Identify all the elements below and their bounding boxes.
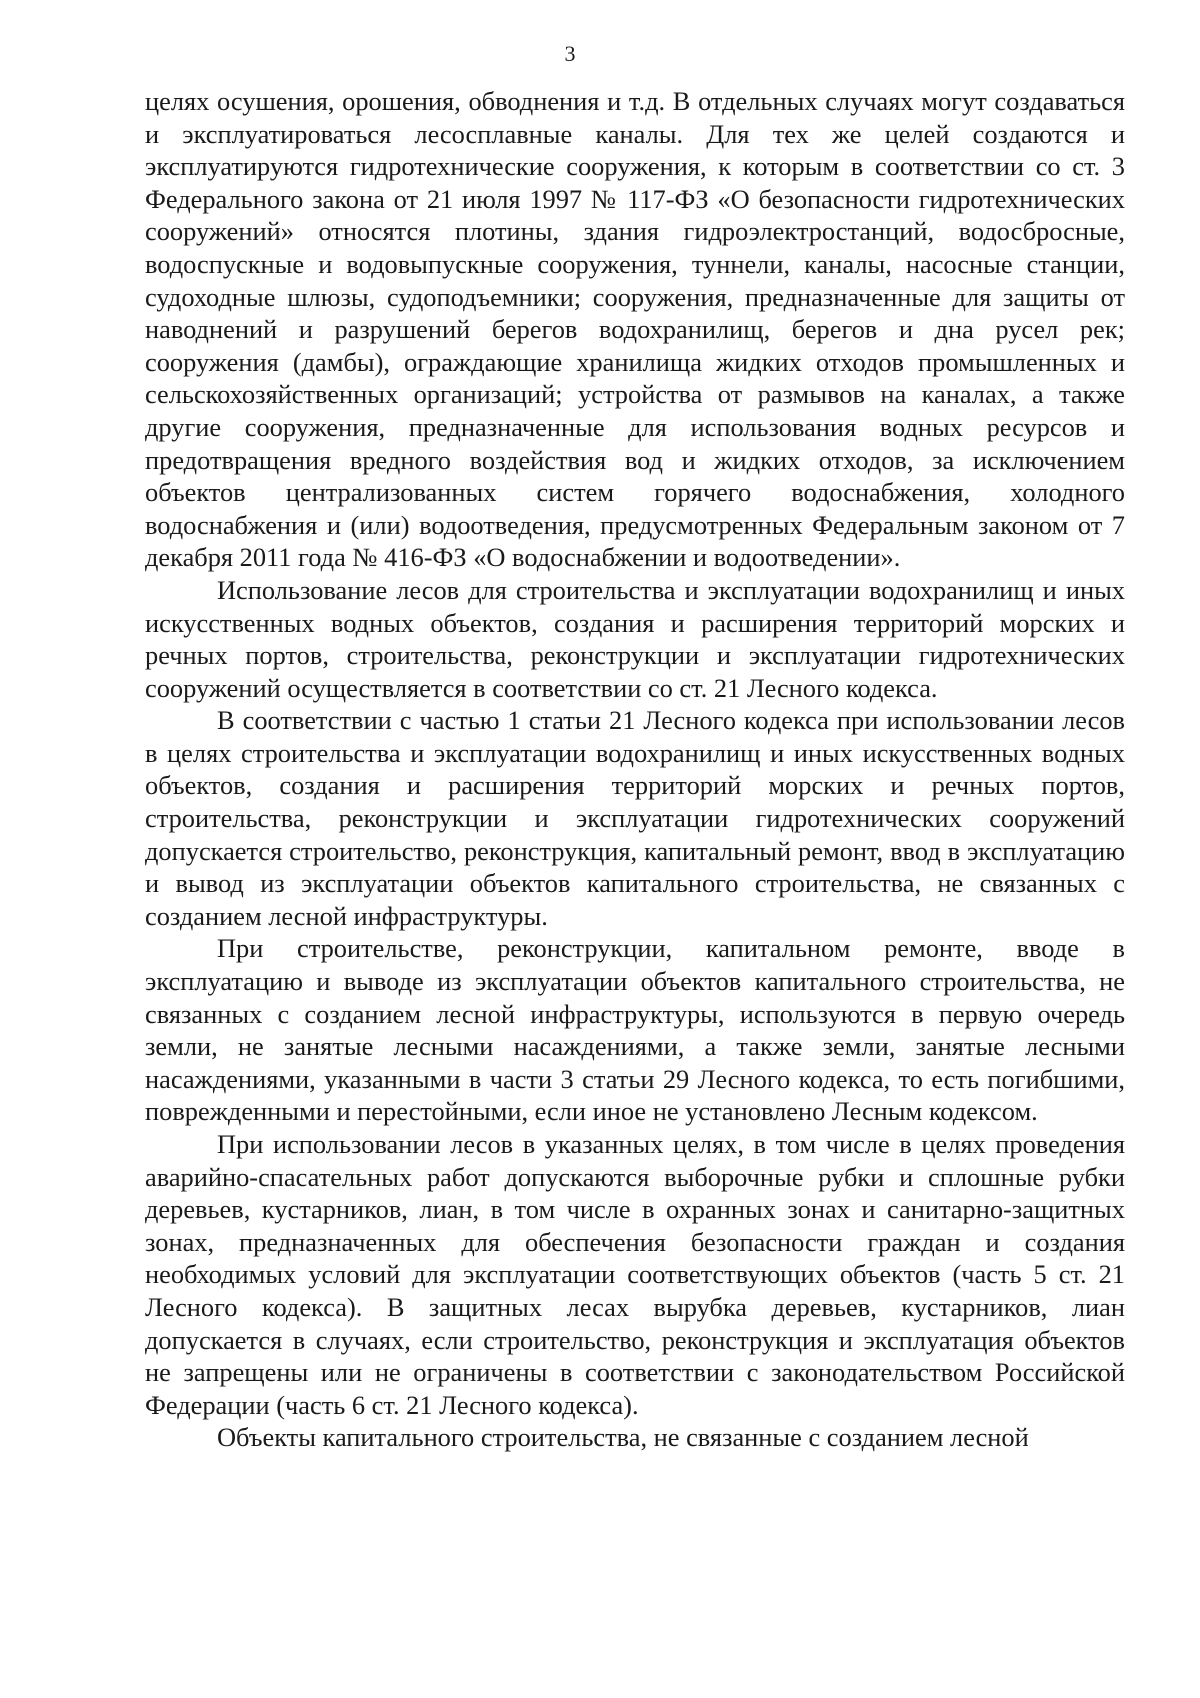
paragraph: При строительстве, реконструкции, капитальном ремонте, вводе в эксплуатацию и выводе из эксплуатации объектов капитального строительства, не связанных с созданием лесной инфраструктуры, используются в первую очередь земли, не занятые лесными насаждениями, а также земли, занятые лесными насаждениями, указанными в части 3 статьи 29 Лесного кодекса, то есть погибшими, поврежденными и перестойными, если иное не установлено Лесным кодексом.: [145, 933, 1125, 1127]
paragraph-truncated: Объекты капитального строительства, не связанные с созданием лесной: [217, 1422, 1029, 1453]
paragraph: Использование лесов для строительства и эксплуатации водохранилищ и иных искусственных водных объектов, создания и расширения территорий морских и речных портов, строительства, реконструкции и эксплуатации гидротехнических сооружений осуществляется в соответствии со ст. 21 Лесного кодекса.: [145, 574, 1125, 703]
paragraph: В соответствии с частью 1 статьи 21 Лесного кодекса при использовании лесов в целях строительства и эксплуатации водохранилищ и иных искусственных водных объектов, создания и расширения территорий морских и речных портов, строительства, реконструкции и эксплуатации гидротехнических сооружений допускается строительство, реконструкция, капитальный ремонт, ввод в эксплуатацию и вывод из эксплуатации объектов капитального строительства, не связанных с созданием лесной инфраструктуры.: [145, 705, 1125, 931]
paragraph: При использовании лесов в указанных целях, в том числе в целях проведения аварийно-спасательных работ допускаются выборочные рубки и сплошные рубки деревьев, кустарников, лиан, в том числе в охранных зонах и санитарно-защитных зонах, предназначенных для обеспечения безопасности граждан и создания необходимых условий для эксплуатации соответствующих объектов (часть 5 ст. 21 Лесного кодекса). В защитных лесах вырубка деревьев, кустарников, лиан допускается в случаях, если строительство, реконструкция и эксплуатация объектов не запрещены или не ограничены в соответствии с законодательством Российской Федерации (часть 6 ст. 21 Лесного кодекса).: [145, 1129, 1125, 1420]
page-number: 3: [564, 41, 576, 66]
document-body: [145, 85, 1125, 1454]
paragraph-continued: целях осушения, орошения, обводнения и т.д. В отдельных случаях могут создаваться и эксплуатироваться лесосплавные каналы. Для тех же целей создаются и эксплуатируются гидротехнические сооружения, к которым в соответствии со ст. 3 Федерального закона от 21 июля 1997 № 117-ФЗ «О безопасности гидротехнических сооружений» относятся плотины, здания гидроэлектростанций, водосбросные, водоспускные и водовыпускные сооружения, туннели, каналы, насосные станции, судоходные шлюзы, судоподъемники; сооружения, предназначенные для защиты от наводнений и разрушений берегов водохранилищ, берегов и дна русел рек; сооружения (дамбы), ограждающие хранилища жидких отходов промышленных и сельскохозяйственных организаций; устройства от размывов на каналах, а также другие сооружения, предназначенные для использования водных ресурсов и предотвращения вредного воздействия вод и жидких отходов, за исключением объектов централизованных систем горячего водоснабжения, холодного водоснабжения и (или) водоотведения, предусмотренных Федеральным законом от 7 декабря 2011 года № 416-ФЗ «О водоснабжении и водоотведении».: [145, 86, 1125, 573]
